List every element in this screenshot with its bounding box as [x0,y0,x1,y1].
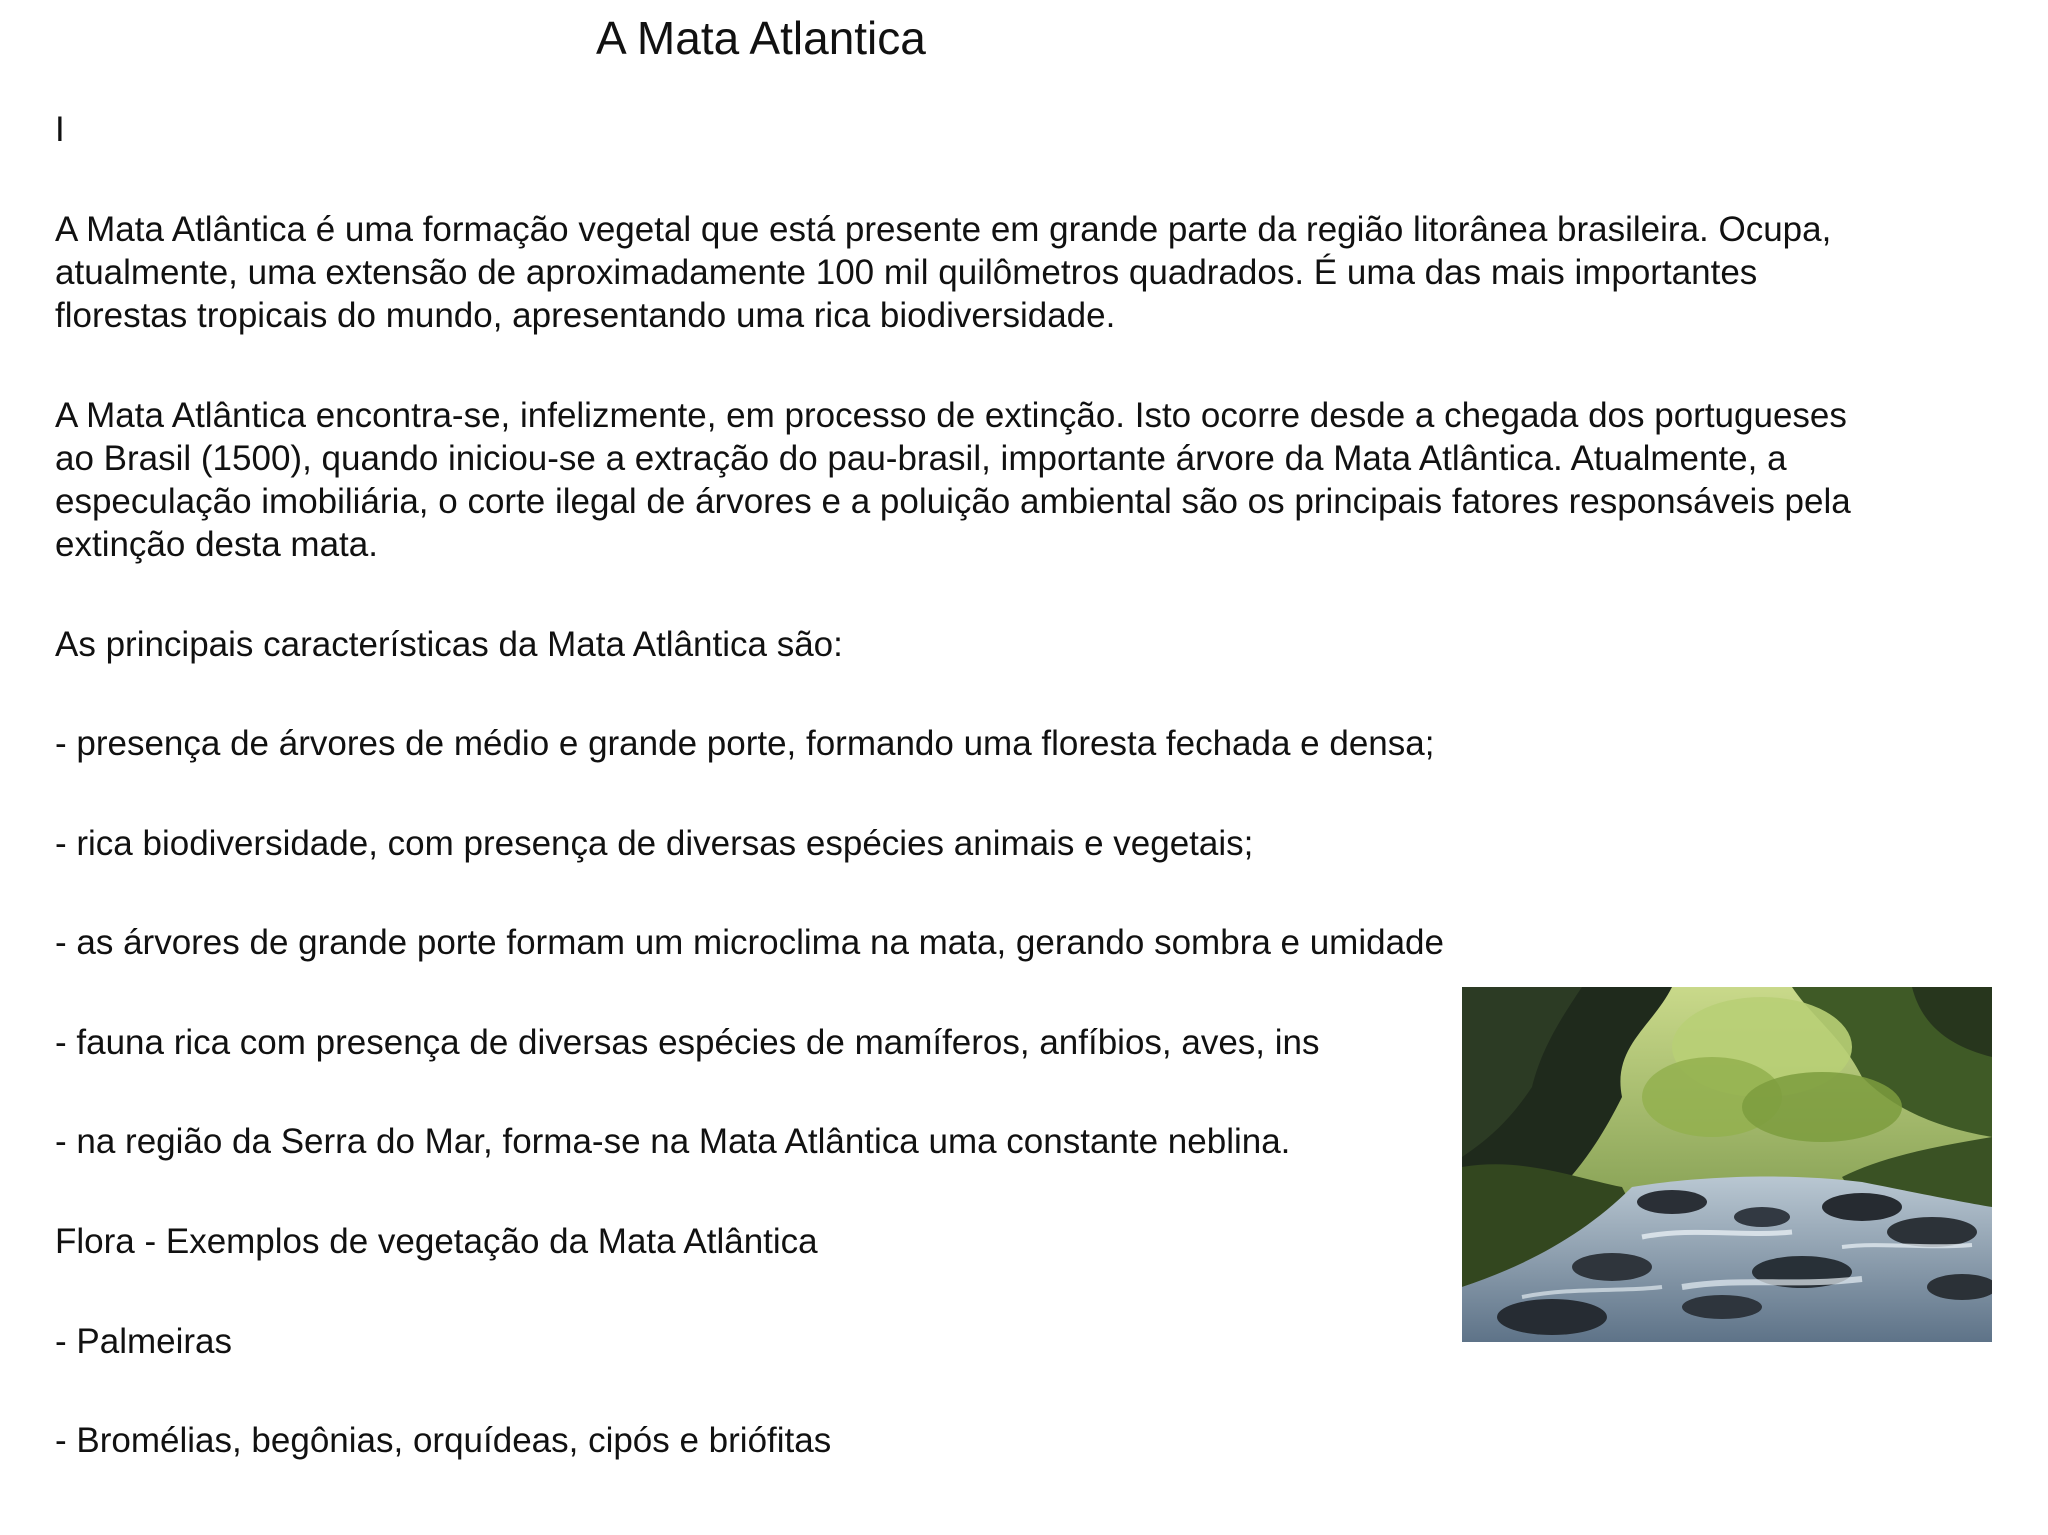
characteristics-heading: As principais características da Mata Atlântica são: [55,625,843,664]
list-item: - Palmeiras [55,1322,232,1361]
list-item: - rica biodiversidade, com presença de diversas espécies animais e vegetais; [55,824,1254,863]
forest-stream-icon [1462,987,1992,1342]
page-title: A Mata Atlantica [596,12,926,64]
paragraph-line: A Mata Atlântica é uma formação vegetal que está presente em grande parte da região litorânea brasileira. Ocupa, [55,210,1832,249]
list-item: - fauna rica com presença de diversas espécies de mamíferos, anfíbios, aves, ins [55,1023,1320,1062]
section-mark: I [55,110,65,149]
paragraph-line: A Mata Atlântica encontra-se, infelizmente, em processo de extinção. Isto ocorre desde a chegada dos portugueses [55,396,1847,435]
paragraph-line: atualmente, uma extensão de aproximadamente 100 mil quilômetros quadrados. É uma das mais importantes [55,253,1758,292]
paragraph-line: especulação imobiliária, o corte ilegal de árvores e a poluição ambiental são os principais fatores responsáveis pela [55,482,1851,521]
list-item: - na região da Serra do Mar, forma-se na Mata Atlântica uma constante neblina. [55,1122,1291,1161]
paragraph-line: ao Brasil (1500), quando iniciou-se a extração do pau-brasil, importante árvore da Mata Atlântica. Atualmente, a [55,439,1787,478]
forest-stream-photo [1462,987,1992,1342]
paragraph-line: florestas tropicais do mundo, apresentando uma rica biodiversidade. [55,296,1116,335]
flora-heading: Flora - Exemplos de vegetação da Mata Atlântica [55,1222,818,1261]
list-item: - Bromélias, begônias, orquídeas, cipós e briófitas [55,1421,832,1460]
list-item: - as árvores de grande porte formam um microclima na mata, gerando sombra e umidade [55,923,1444,962]
list-item: - presença de árvores de médio e grande porte, formando uma floresta fechada e densa; [55,724,1435,763]
paragraph-line: extinção desta mata. [55,525,378,564]
